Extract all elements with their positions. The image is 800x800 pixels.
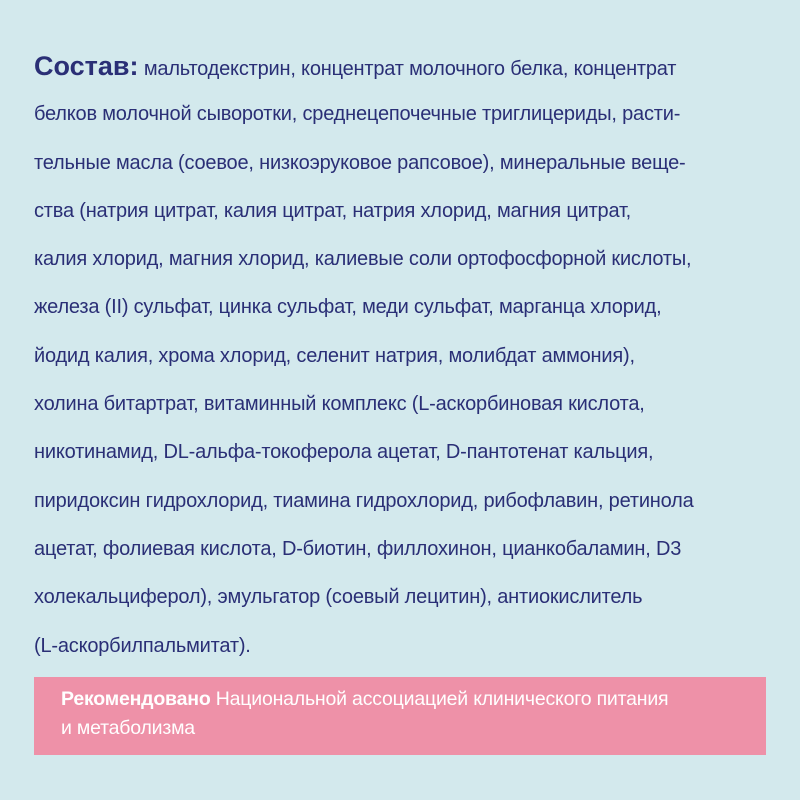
recommendation-bold: Рекомендовано bbox=[61, 688, 211, 710]
composition-line-7: йодид калия, хрома хлорид, селенит натрия, молибдат аммония), bbox=[34, 344, 635, 367]
composition-line-11: ацетат, фолиевая кислота, D-биотин, филлохинон, цианкобаламин, D3 bbox=[34, 537, 682, 560]
composition-line-13: (L-аскорбилпальмитат). bbox=[34, 634, 251, 657]
composition-line-8: холина битартрат, витаминный комплекс (L-аскорбиновая кислота, bbox=[34, 393, 645, 416]
composition-line-10: пиридоксин гидрохлорид, тиамина гидрохлорид, рибофлавин, ретинола bbox=[34, 489, 694, 512]
composition-line-4: ства (натрия цитрат, калия цитрат, натрия хлорид, магния цитрат, bbox=[34, 199, 632, 222]
composition-line-12: холекальциферол), эмульгатор (соевый лецитин), антиокислитель bbox=[34, 586, 643, 609]
recommendation-line-1 bbox=[61, 685, 740, 714]
composition-line-5: калия хлорид, магния хлорид, калиевые соли ортофосфорной кислоты, bbox=[34, 248, 692, 271]
recommendation-text: Национальной ассоциацией клинического питания bbox=[210, 688, 669, 710]
composition-text bbox=[34, 42, 772, 670]
recommendation-banner bbox=[34, 677, 766, 755]
composition-line-9: никотинамид, DL-альфа-токоферола ацетат, D-пантотенат кальция, bbox=[34, 441, 654, 464]
composition-line-text: мальтодекстрин, концентрат молочного белка, концентрат bbox=[138, 58, 677, 80]
composition-line-2: белков молочной сыворотки, среднецепочечные триглицериды, расти- bbox=[34, 103, 681, 126]
composition-line-6: железа (II) сульфат, цинка сульфат, меди сульфат, марганца хлорид, bbox=[34, 296, 662, 319]
recommendation-line-2: и метаболизма bbox=[61, 717, 195, 739]
composition-heading: Состав: bbox=[34, 51, 139, 81]
composition-line-1 bbox=[34, 42, 772, 90]
composition-line-3: тельные масла (соевое, низкоэруковое рапсовое), минеральные веще- bbox=[34, 151, 686, 174]
